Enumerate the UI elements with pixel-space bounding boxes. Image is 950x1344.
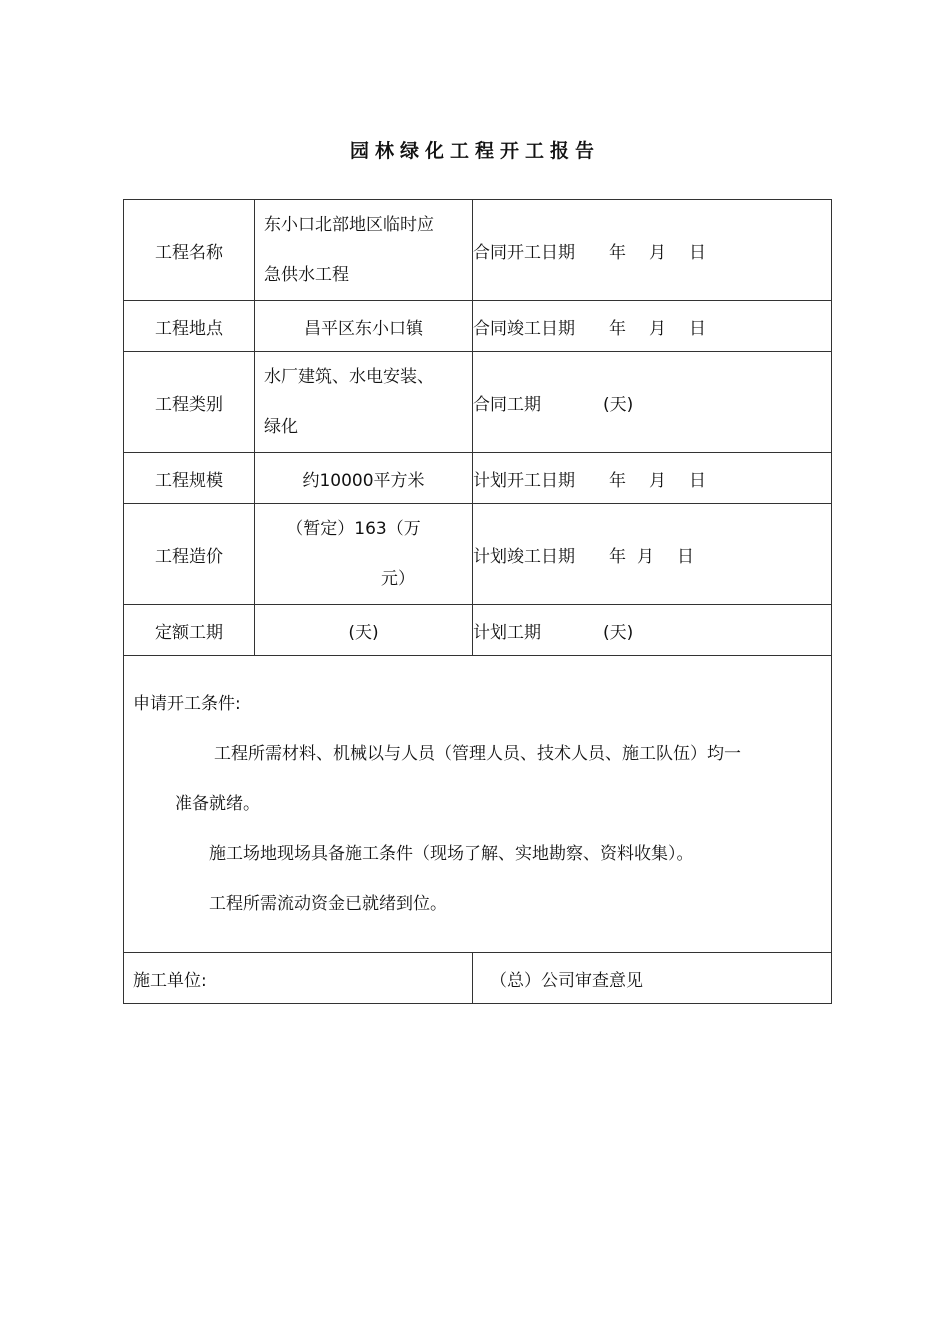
field-label: 计划开工日期 [473, 470, 575, 491]
month-field: 月 [637, 546, 654, 567]
value-line: 元） [381, 569, 415, 589]
field-label: 计划竣工日期 [473, 546, 575, 567]
planned-start-date [473, 453, 832, 504]
field-label: 合同开工日期 [473, 242, 575, 263]
table-row [124, 605, 832, 656]
value-scale: 约10000平方米 [255, 453, 473, 504]
day-field: 日 [689, 242, 706, 263]
unit-days: (天) [603, 394, 634, 415]
label-cost: 工程造价 [124, 504, 255, 605]
page-title: 园林绿化工程开工报告 [349, 140, 600, 162]
year-field: 年 [609, 318, 626, 339]
contract-duration [473, 352, 832, 453]
year-field: 年 [609, 242, 626, 263]
value-line: 急供水工程 [264, 265, 349, 285]
value-category [255, 352, 473, 453]
value-line: 东小口北部地区临时应 [264, 215, 434, 235]
report-table [123, 199, 832, 1004]
contract-start-date [473, 200, 832, 301]
field-label: 合同工期 [473, 394, 541, 415]
unit-days: (天) [603, 622, 634, 643]
condition-item-1-cont: 准备就绪。 [175, 794, 260, 814]
day-field: 日 [689, 318, 706, 339]
year-field: 年 [609, 470, 626, 491]
value-cost [255, 504, 473, 605]
value-line: 水厂建筑、水电安装、 [264, 367, 434, 387]
day-field: 日 [689, 470, 706, 491]
field-label: 合同竣工日期 [473, 318, 575, 339]
label-project-name: 工程名称 [124, 200, 255, 301]
value-line: 绿化 [264, 417, 298, 437]
conditions-heading: 申请开工条件: [133, 694, 241, 714]
table-row [124, 200, 832, 301]
condition-item-1: 工程所需材料、机械以与人员（管理人员、技术人员、施工队伍）均一 [214, 744, 741, 764]
value-location: 昌平区东小口镇 [255, 301, 473, 352]
label-scale: 工程规模 [124, 453, 255, 504]
construction-unit-label: 施工单位: [124, 953, 473, 1004]
month-field: 月 [649, 318, 666, 339]
table-row [124, 453, 832, 504]
year-field: 年 [609, 546, 626, 567]
conditions-section [124, 656, 832, 953]
table-row [124, 504, 832, 605]
month-field: 月 [649, 470, 666, 491]
label-location: 工程地点 [124, 301, 255, 352]
contract-end-date [473, 301, 832, 352]
label-quota-duration: 定额工期 [124, 605, 255, 656]
value-project-name [255, 200, 473, 301]
month-field: 月 [649, 242, 666, 263]
label-category: 工程类别 [124, 352, 255, 453]
planned-end-date [473, 504, 832, 605]
company-review-label: （总）公司审查意见 [473, 953, 832, 1004]
condition-item-2: 施工场地现场具备施工条件（现场了解、实地勘察、资料收集）。 [209, 844, 694, 864]
conditions-row [124, 656, 832, 953]
condition-item-3: 工程所需流动资金已就绪到位。 [209, 894, 447, 914]
planned-duration [473, 605, 832, 656]
value-line: （暂定）163（万 [286, 519, 421, 539]
table-row [124, 301, 832, 352]
field-label: 计划工期 [473, 622, 541, 643]
value-quota-duration: (天) [255, 605, 473, 656]
signature-row [124, 953, 832, 1004]
day-field: 日 [677, 546, 694, 567]
table-row [124, 352, 832, 453]
